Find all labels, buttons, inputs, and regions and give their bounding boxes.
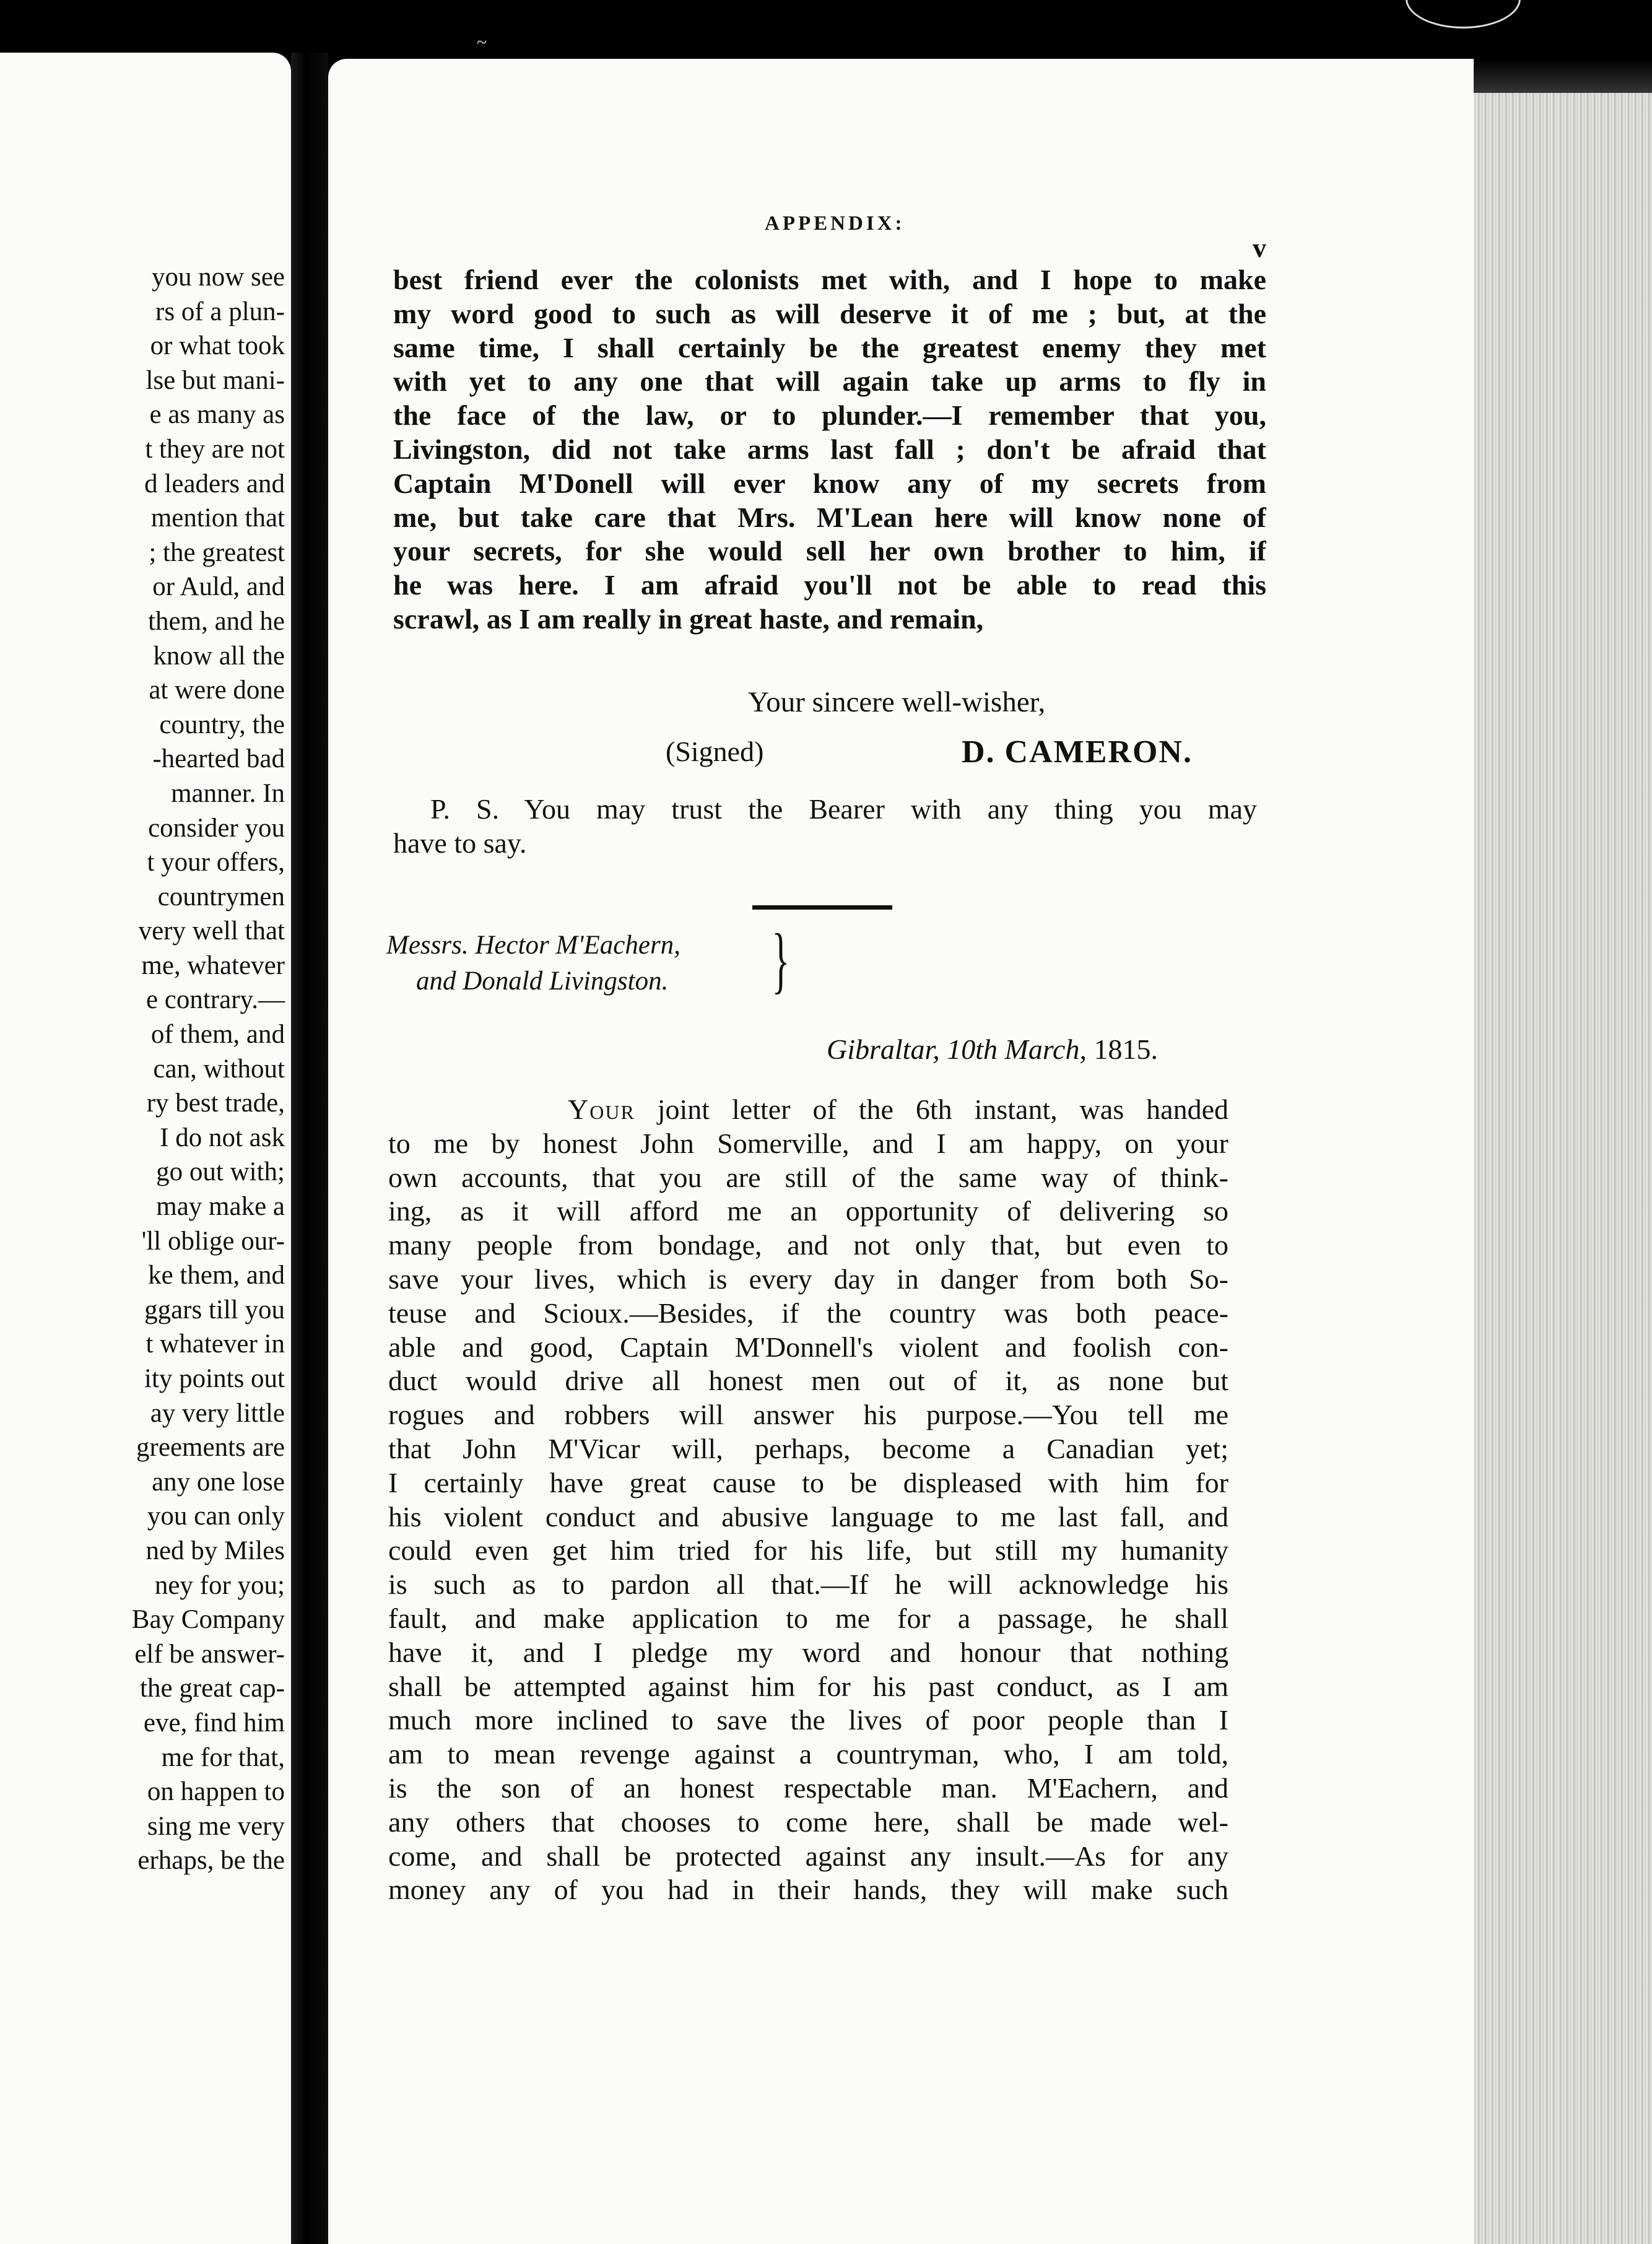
text-line: much more inclined to save the lives of poor people than I bbox=[388, 1704, 1228, 1736]
text-line: any others that chooses to come here, shall be made wel- bbox=[388, 1806, 1228, 1838]
running-head: APPENDIX: bbox=[765, 212, 905, 235]
postscript-line: P. S. You may trust the Bearer with any thing you may bbox=[430, 793, 1257, 825]
dateline-date: 10th March, bbox=[947, 1033, 1087, 1065]
text-line: he was here. I am afraid you'll not be able to read this bbox=[393, 569, 1266, 601]
brace-icon: } bbox=[772, 918, 790, 1001]
scan-mark-circle bbox=[1406, 0, 1521, 28]
addressee-block bbox=[386, 928, 680, 999]
left-page-line: t whatever in bbox=[146, 1329, 285, 1359]
text-line: come, and shall be protected against any insult.—As for any bbox=[388, 1840, 1228, 1872]
left-page-line: or what took bbox=[150, 331, 285, 361]
text-line: me, but take care that Mrs. M'Lean here will know none of bbox=[393, 501, 1266, 533]
left-page-line: know all the bbox=[153, 641, 285, 671]
left-page bbox=[0, 53, 291, 2244]
addressee-line: and Donald Livingston. bbox=[416, 967, 669, 996]
text-line: could even get him tried for his life, but still my humanity bbox=[388, 1534, 1228, 1567]
left-page-line: Bay Company bbox=[131, 1605, 285, 1635]
signer-name: D. CAMERON. bbox=[962, 734, 1193, 770]
text-line: save your lives, which is every day in danger from both So- bbox=[388, 1263, 1228, 1295]
left-page-line: mention that bbox=[150, 503, 285, 533]
left-page-text bbox=[0, 260, 285, 1878]
dateline-place: Gibraltar, bbox=[827, 1033, 940, 1065]
left-page-line: or Auld, and bbox=[152, 572, 285, 602]
left-page-line: d leaders and bbox=[144, 469, 285, 498]
text-line: my word good to such as will deserve it of me ; but, at the bbox=[393, 297, 1266, 329]
left-page-line: may make a bbox=[156, 1192, 285, 1222]
dateline bbox=[827, 1033, 1158, 1066]
page-number: v bbox=[1253, 233, 1266, 263]
left-page-line: ity points out bbox=[144, 1364, 285, 1393]
left-page-line: them, and he bbox=[148, 606, 285, 636]
text-line: with yet to any one that will again take up arms to fly in bbox=[393, 365, 1266, 398]
text-line: shall be attempted against him for his past conduct, as I am bbox=[388, 1670, 1228, 1702]
left-page-line: manner. In bbox=[171, 778, 285, 808]
addressee-line: Messrs. Hector M'Eachern, bbox=[386, 931, 680, 960]
scan-mark: ~ bbox=[477, 32, 487, 53]
left-page-line: can, without bbox=[153, 1054, 285, 1084]
second-letter-body bbox=[388, 1093, 1228, 1907]
left-page-line: of them, and bbox=[150, 1020, 285, 1050]
text-line: duct would drive all honest men out of it, as none but bbox=[388, 1365, 1228, 1397]
left-page-line: ggars till you bbox=[144, 1295, 285, 1324]
text-line: scrawl, as I am really in great haste, and remain, bbox=[393, 602, 984, 635]
left-page-line: any one lose bbox=[152, 1467, 285, 1497]
opening-word: Your bbox=[568, 1094, 635, 1125]
left-page-line: at were done bbox=[149, 676, 285, 705]
left-page-line: country, the bbox=[159, 710, 285, 739]
text-line: am to mean revenge against a countryman, who, I am told, bbox=[388, 1738, 1228, 1770]
book-gutter bbox=[291, 53, 328, 2244]
left-page-line: me for that, bbox=[161, 1742, 285, 1772]
text-line: Livingston, did not take arms last fall ; don't be afraid that bbox=[393, 433, 1266, 465]
left-page-line: erhaps, be the bbox=[137, 1846, 285, 1876]
letter-closing: Your sincere well-wisher, bbox=[748, 686, 1046, 718]
left-page-line: countrymen bbox=[157, 882, 285, 911]
left-page-line: consider you bbox=[148, 813, 285, 843]
left-page-line: ney for you; bbox=[154, 1570, 285, 1600]
left-page-line: me, whatever bbox=[141, 950, 285, 980]
left-page-line: elf be answer- bbox=[134, 1639, 285, 1669]
left-page-line: ke them, and bbox=[148, 1261, 285, 1290]
left-page-line: e as many as bbox=[149, 400, 285, 430]
text-line: same time, I shall certainly be the greatest enemy they met bbox=[393, 331, 1266, 363]
left-page-line: ; the greatest bbox=[149, 537, 285, 567]
text-line: best friend ever the colonists met with, and I hope to make bbox=[393, 264, 1266, 295]
left-page-line: go out with; bbox=[156, 1157, 285, 1187]
left-page-line: ned by Miles bbox=[146, 1536, 285, 1565]
text-line: have it, and I pledge my word and honour that nothing bbox=[388, 1636, 1228, 1668]
text-line: many people from bondage, and not only that, but even to bbox=[388, 1229, 1228, 1261]
dateline-year: 1815. bbox=[1093, 1033, 1158, 1065]
left-page-line: eve, find him bbox=[143, 1708, 285, 1737]
left-page-line: greements are bbox=[136, 1433, 285, 1463]
left-page-line: I do not ask bbox=[160, 1123, 285, 1152]
text-line: is such as to pardon all that.—If he will acknowledge his bbox=[388, 1568, 1228, 1601]
left-page-line: ry best trade, bbox=[146, 1089, 285, 1118]
left-page-line: you now see bbox=[152, 263, 285, 292]
left-page-line: very well that bbox=[138, 916, 285, 946]
text-line: I certainly have great cause to be displeased with him for bbox=[388, 1466, 1228, 1498]
left-page-line: -hearted bad bbox=[152, 744, 285, 774]
left-page-line: on happen to bbox=[147, 1777, 285, 1807]
left-page-line: t your offers, bbox=[147, 848, 285, 877]
signed-label: (Signed) bbox=[666, 736, 764, 767]
first-letter-body bbox=[393, 263, 1266, 637]
left-page-line: ay very little bbox=[150, 1398, 285, 1428]
text-line: Captain M'Donell will ever know any of my secrets from bbox=[393, 467, 1266, 499]
text-line: rogues and robbers will answer his purpose.—You tell me bbox=[388, 1399, 1228, 1431]
page-edge-shadow bbox=[1474, 59, 1652, 96]
text-line: fault, and make application to me for a passage, he shall bbox=[388, 1602, 1228, 1634]
text-line: your secrets, for she would sell her own brother to him, if bbox=[393, 535, 1266, 567]
text-line: money any of you had in their hands, they will make such bbox=[388, 1874, 1228, 1906]
postscript-line: have to say. bbox=[393, 827, 527, 859]
text-line: Your joint letter of the 6th instant, was handed bbox=[568, 1094, 1228, 1125]
text-line: able and good, Captain M'Donnell's violent and foolish con- bbox=[388, 1331, 1228, 1363]
left-page-line: rs of a plun- bbox=[155, 297, 285, 326]
left-page-line: sing me very bbox=[147, 1811, 285, 1841]
text-line: is the son of an honest respectable man. M'Eachern, and bbox=[388, 1772, 1228, 1804]
postscript bbox=[393, 793, 1257, 861]
section-divider bbox=[752, 905, 892, 910]
page-edges bbox=[1474, 93, 1652, 2244]
text-line: the face of the law, or to plunder.—I remember that you, bbox=[393, 399, 1266, 432]
left-page-line: you can only bbox=[147, 1502, 285, 1531]
text-line: own accounts, that you are still of the same way of think- bbox=[388, 1161, 1228, 1193]
text-line: his violent conduct and abusive language to me last fall, and bbox=[388, 1500, 1228, 1533]
text-line: teuse and Scioux.—Besides, if the country was both peace- bbox=[388, 1297, 1228, 1329]
text-line: to me by honest John Somerville, and I am happy, on your bbox=[388, 1127, 1228, 1159]
left-page-line: 'll oblige our- bbox=[141, 1226, 285, 1256]
text-line: that John M'Vicar will, perhaps, become a Canadian yet; bbox=[388, 1432, 1228, 1464]
left-page-line: the great cap- bbox=[140, 1674, 285, 1703]
left-page-line: e contrary.— bbox=[146, 985, 285, 1015]
left-page-line: t they are not bbox=[145, 434, 285, 464]
left-page-line: lse but mani- bbox=[146, 365, 285, 395]
text-line: ing, as it will afford me an opportunity of delivering so bbox=[388, 1195, 1228, 1227]
